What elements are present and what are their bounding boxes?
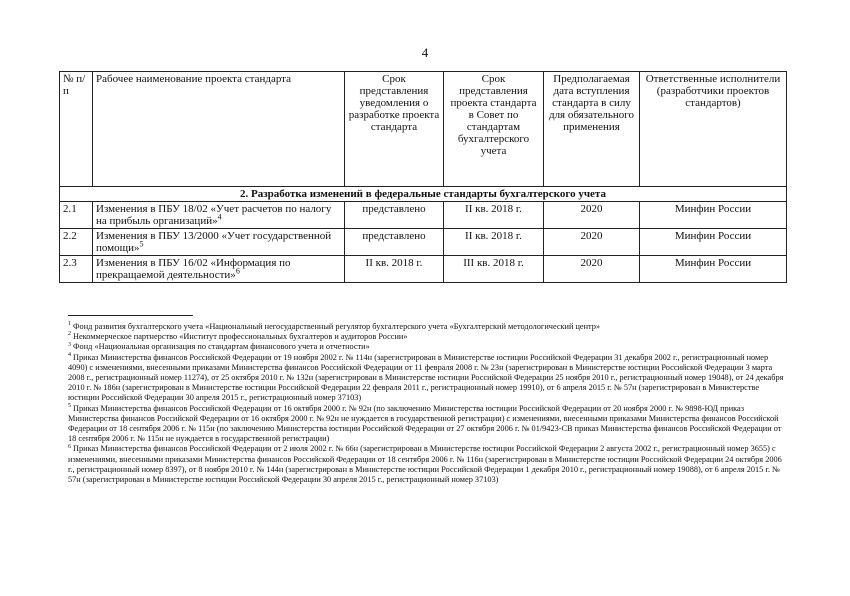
header-name: Рабочее наименование проекта стандарта	[93, 72, 345, 187]
row-name	[93, 229, 345, 256]
footnote	[68, 444, 788, 485]
header-num: № п/п	[60, 72, 93, 187]
footnote-mark: 6	[68, 443, 71, 450]
header-notice: Срок представления уведомления о разработке проекта стандарта	[345, 72, 444, 187]
row-name	[93, 256, 345, 283]
footnote-divider	[68, 315, 193, 316]
table-row	[60, 256, 787, 283]
row-effective: 2020	[544, 202, 640, 229]
row-council: II кв. 2018 г.	[444, 229, 544, 256]
header-effective: Предполагаемая дата вступления стандарта в силу для обязательного применения	[544, 72, 640, 187]
row-developer: Минфин России	[640, 229, 787, 256]
row-name-text: Изменения в ПБУ 18/02 «Учет расчетов по налогу на прибыль организаций»	[96, 203, 332, 227]
footnote-text: Приказ Министерства финансов Российской Федерации от 19 ноября 2002 г. № 114н (зарегистрирован в Министерстве юстиции Российской Федерации 31 декабря 2002 г., регистрационный номер 4090) с изменениями, внесенными приказами Министерства финансов Российской Федерации от 11 февраля 2008 г. № 23н (зарегистрирован в Министерстве юстиции Российской Федерации 3 марта 2008 г., регистрационный номер 11274), от 25 октября 2010 г. № 132н (зарегистрирован в Министерстве юстиции Российской Федерации 25 ноября 2010 г., регистрационный номер 19048), от 24 декабря 2010 г. № 186н (зарегистрирован в Министерстве юстиции Российской Федерации 22 февраля 2011 г., регистрационный номер 19910), от 6 апреля 2015 г. № 57н (зарегистрирован в Министерстве юстиции Российской Федерации 30 апреля 2015 г., регистрационный номер 37103)	[68, 352, 784, 403]
row-num: 2.3	[60, 256, 93, 283]
footnote-text: Некоммерческое партнерство «Институт профессиональных бухгалтеров и аудиторов России»	[73, 332, 408, 342]
row-developer: Минфин России	[640, 256, 787, 283]
footnote	[68, 322, 788, 332]
table-row	[60, 229, 787, 256]
row-num: 2.1	[60, 202, 93, 229]
table-header-row	[60, 72, 787, 187]
table-row	[60, 202, 787, 229]
footnote-ref: 5	[139, 239, 144, 249]
footnote	[68, 332, 788, 342]
row-name	[93, 202, 345, 229]
footnote-text: Фонд развития бухгалтерского учета «Национальный негосударственный регулятор бухгалтерского учета «Бухгалтерский методологический центр»	[73, 322, 601, 331]
footnote-text: Приказ Министерства финансов Российской Федерации от 16 октября 2000 г. № 92н (по заключению Министерства юстиции Российской Федерации от 20 ноября 2000 г. № 9898-ЮД приказ Министерства финансов Российской Федерации от 16 октября 2000 г. № 92н не нуждается в государственной регистрации) с изменениями, внесенными приказами Министерства финансов Российской Федерации от 18 сентября 2006 г. № 115н (по заключению Министерства юстиции Российской Федерации от 27 октября 2006 г. № 01/9423-СВ приказ Министерства финансов Российской Федерации от 18 сентября 2006 г. № 115н не нуждается в государственной регистрации)	[68, 403, 782, 444]
footnote-mark: 3	[68, 341, 71, 348]
section-row	[60, 187, 787, 202]
footnote	[68, 342, 788, 352]
footnote-text: Фонд «Национальная организация по стандартам финансового учета и отчетности»	[73, 342, 370, 352]
row-notice: представлено	[345, 229, 444, 256]
row-effective: 2020	[544, 256, 640, 283]
row-name-text: Изменения в ПБУ 13/2000 «Учет государственной помощи»	[96, 230, 332, 254]
footnote-mark: 5	[68, 402, 71, 409]
footnote-mark: 2	[68, 331, 71, 338]
footnote-mark: 4	[68, 351, 71, 358]
row-developer: Минфин России	[640, 202, 787, 229]
row-name-text: Изменения в ПБУ 16/02 «Информация по прекращаемой деятельности»	[96, 257, 291, 281]
footnote	[68, 353, 788, 404]
section-title: 2. Разработка изменений в федеральные стандарты бухгалтерского учета	[60, 187, 787, 202]
footnote-ref: 6	[235, 266, 240, 276]
row-notice: II кв. 2018 г.	[345, 256, 444, 283]
footnote-mark: 1	[68, 321, 71, 328]
row-council: II кв. 2018 г.	[444, 202, 544, 229]
footnotes	[68, 322, 788, 485]
row-council: III кв. 2018 г.	[444, 256, 544, 283]
footnote-text: Приказ Министерства финансов Российской Федерации от 2 июля 2002 г. № 66н (зарегистрирован в Министерстве юстиции Российской Федерации 2 августа 2002 г., регистрационный номер 3655) с изменениями, внесенными приказами Министерства финансов Российской Федерации от 18 сентября 2006 г. № 116н (зарегистрирован в Министерстве юстиции Российской Федерации 24 октября 2006 г., регистрационный номер 8397), от 8 ноября 2010 г. № 144н (зарегистрирован в Министерстве юстиции Российской Федерации 1 декабря 2010 г., регистрационный номер 19088), от 6 апреля 2015 г. № 57н (зарегистрирован в Министерстве юстиции Российской Федерации 30 апреля 2015 г., регистрационный номер 37103)	[68, 444, 782, 485]
header-developers: Ответственные исполнители (разработчики проектов стандартов)	[640, 72, 787, 187]
footnote	[68, 404, 788, 445]
header-council: Срок представления проекта стандарта в Совет по стандартам бухгалтерского учета	[444, 72, 544, 187]
row-effective: 2020	[544, 229, 640, 256]
row-num: 2.2	[60, 229, 93, 256]
footnote-ref: 4	[217, 212, 222, 222]
standards-plan-table	[59, 71, 787, 283]
page-number: 4	[421, 45, 429, 60]
row-notice: представлено	[345, 202, 444, 229]
